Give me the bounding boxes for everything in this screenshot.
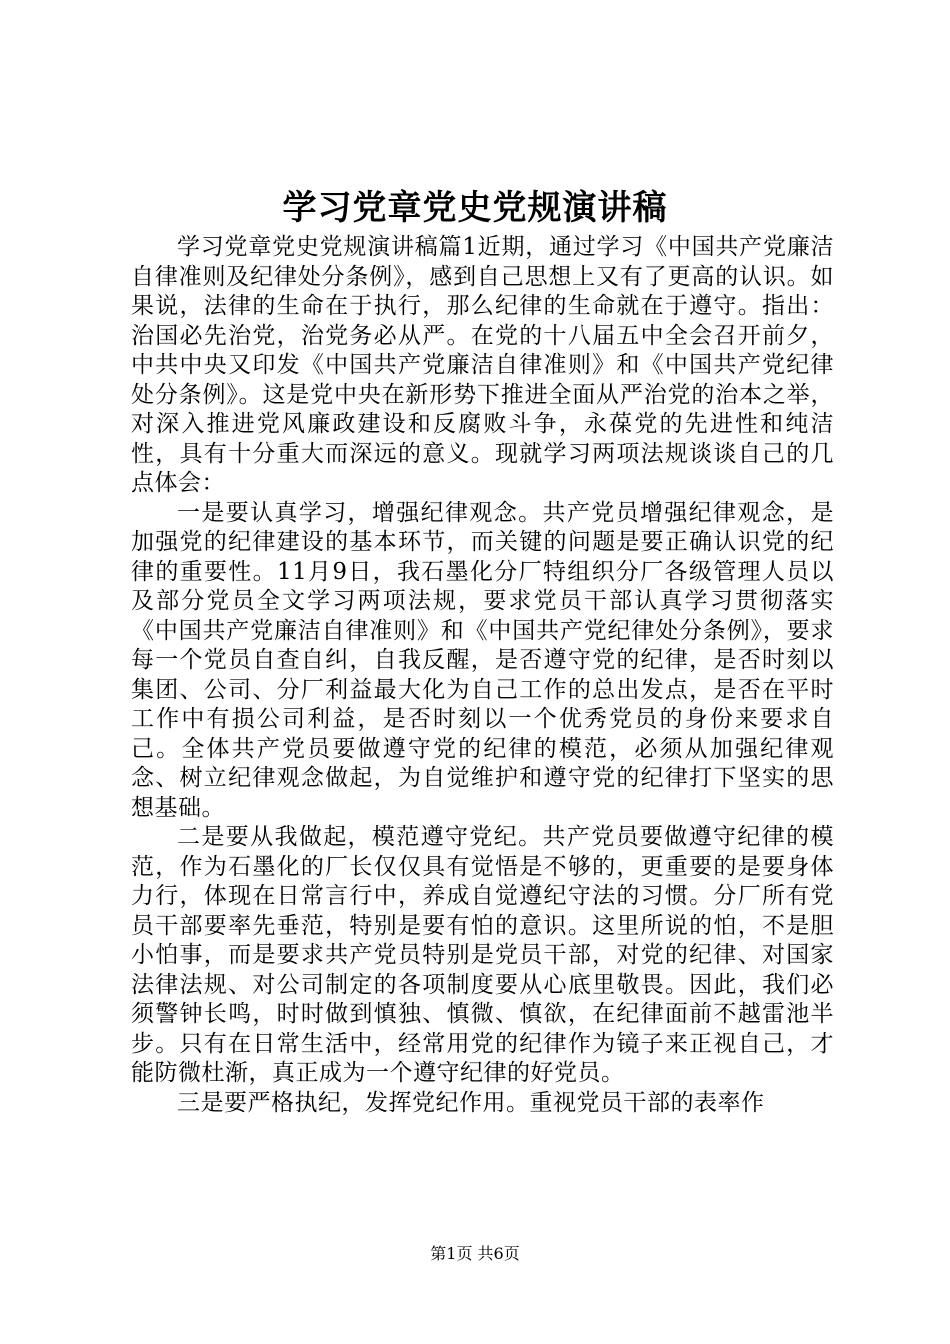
page-indicator: 第1页 共6页 [430,1244,520,1263]
paragraph-intro: 学习党章党史党规演讲稿篇1近期，通过学习《中国共产党廉洁自律准则及纪律处分条例》，感到自己思想上又有了更高的认识。如果说，法律的生命在于执行，那么纪律的生命就在于遵守。指出：治国必先治党，治党务必从严。在党的十八届五中全会召开前夕，中共中央又印发《中国共产党廉洁自律准则》和《中国共产党纪律处分条例》。这是党中央在新形势下推进全面从严治党的治本之举，对深入推进党风廉政建设和反腐败斗争，永葆党的先进性和纯洁性，具有十分重大而深远的意义。现就学习两项法规谈谈自己的几点体会： [131,234,834,496]
paragraph-point-one: 一是要认真学习，增强纪律观念。共产党员增强纪律观念，是加强党的纪律建设的基本环节，而关键的问题是要正确认识党的纪律的重要性。11月9日，我石墨化分厂特组织分厂各级管理人员以及部分党员全文学习两项法规，要求党员干部认真学习贯彻落实《中国共产党廉洁自律准则》和《中国共产党纪律处分条例》，要求每一个党员自查自纠，自我反醒，是否遵守党的纪律，是否时刻以集团、公司、分厂利益最大化为自己工作的总出发点，是否在平时工作中有损公司利益，是否时刻以一个优秀党员的身份来要求自己。全体共产党员要做遵守党的纪律的模范，必须从加强纪律观念、树立纪律观念做起，为自觉维护和遵守党的纪律打下坚实的思想基础。 [131,499,834,821]
paragraph-point-three: 三是要严格执纪，发挥党纪作用。重视党员干部的表率作 [177,1089,765,1116]
document-body [131,233,834,1118]
page-footer [0,1243,950,1265]
document-title: 学习党章党史党规演讲稿 [282,188,668,228]
paragraph-point-two: 二是要从我做起，模范遵守党纪。共产党员要做遵守纪律的模范，作为石墨化的厂长仅仅具有觉悟是不够的，更重要的是要身体力行，体现在日常言行中，养成自觉遵纪守法的习惯。分厂所有党员干部要率先垂范，特别是要有怕的意识。这里所说的怕，不是胆小怕事，而是要求共产党员特别是党员干部，对党的纪律、对国家法律法规、对公司制定的各项制度要从心底里敬畏。因此，我们必须警钟长鸣，时时做到慎独、慎微、慎欲，在纪律面前不越雷池半步。只有在日常生活中，经常用党的纪律作为镜子来正视自己，才能防微杜渐，真正成为一个遵守纪律的好党员。 [131,824,834,1086]
